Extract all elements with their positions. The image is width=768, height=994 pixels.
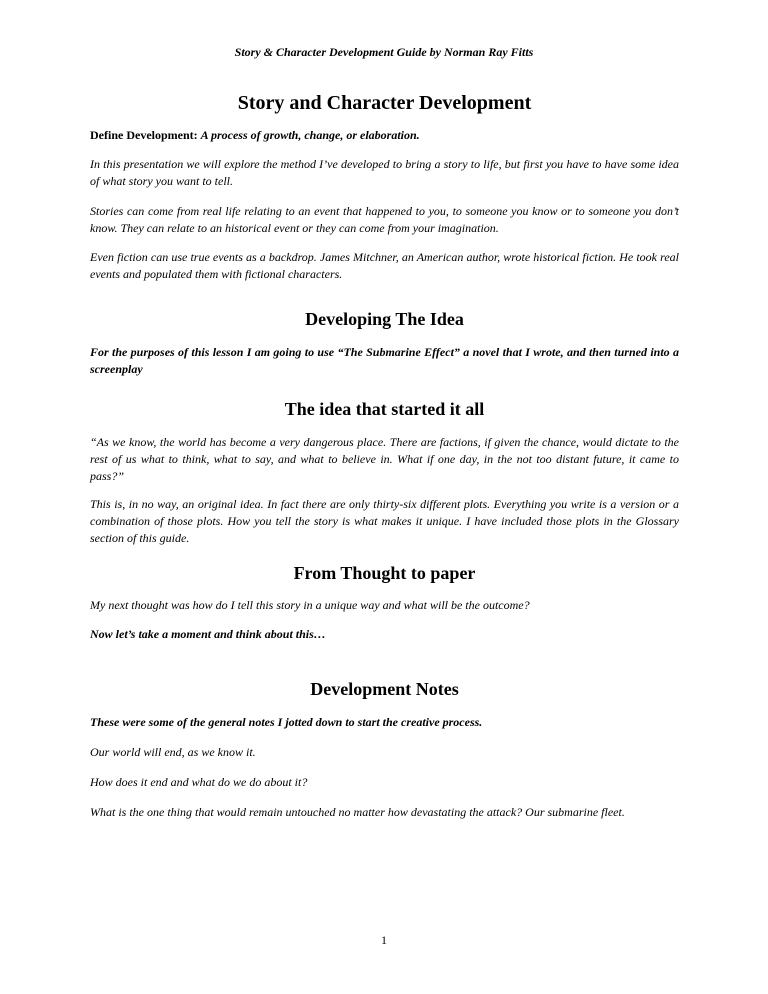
- page-content: [90, 90, 679, 821]
- definition-text: A process of growth, change, or elaboration.: [200, 128, 420, 142]
- note-item: What is the one thing that would remain untouched no matter how devastating the attack? Our submarine fleet.: [90, 805, 625, 819]
- developing-paragraph: For the purposes of this lesson I am going to use “The Submarine Effect” a novel that I wrote, and then turned into a screenplay: [90, 345, 679, 376]
- think-paragraph: Now let’s take a moment and think about this…: [90, 627, 326, 641]
- intro-paragraph: Even fiction can use true events as a backdrop. James Mitchner, an American author, wrote historical fiction. He took real events and populated them with fictional characters.: [90, 250, 679, 281]
- intro-paragraph: In this presentation we will explore the method I’ve developed to bring a story to life, but first you have to have some idea of what story you want to tell.: [90, 157, 679, 188]
- intro-paragraph: Stories can come from real life relating to an event that happened to you, to someone you know or to someone you don’t know. They can relate to an historical event or they can come from your imagination.: [90, 204, 679, 235]
- thought-paragraph: My next thought was how do I tell this story in a unique way and what will be the outcome?: [90, 598, 530, 612]
- note-item: Our world will end, as we know it.: [90, 745, 256, 759]
- document-title: Story and Character Development: [237, 92, 532, 114]
- notes-intro: These were some of the general notes I jotted down to start the creative process.: [90, 715, 483, 729]
- idea-quote: “As we know, the world has become a very dangerous place. There are factions, if given the chance, would dictate to the rest of us what to think, what to say, and what to believe in. What if one day, in the not too distant future, it came to pass?”: [90, 435, 679, 483]
- page-number: 1: [381, 933, 387, 947]
- heading-thought-to-paper: From Thought to paper: [293, 563, 476, 583]
- definition-term: Define Development:: [90, 128, 198, 142]
- note-item: How does it end and what do we do about it?: [90, 775, 308, 789]
- heading-developing-idea: Developing The Idea: [305, 309, 464, 329]
- definition-paragraph: [90, 127, 679, 144]
- heading-idea-started: The idea that started it all: [284, 399, 485, 419]
- heading-development-notes: Development Notes: [310, 679, 459, 699]
- plots-paragraph: This is, in no way, an original idea. In fact there are only thirty-six different plots. Everything you write is a version or a combination of those plots. How you tell the story is what makes it unique. I have included those plots in the Glossary section of this guide.: [90, 497, 679, 545]
- running-header: Story & Character Development Guide by Norman Ray Fitts: [234, 45, 534, 59]
